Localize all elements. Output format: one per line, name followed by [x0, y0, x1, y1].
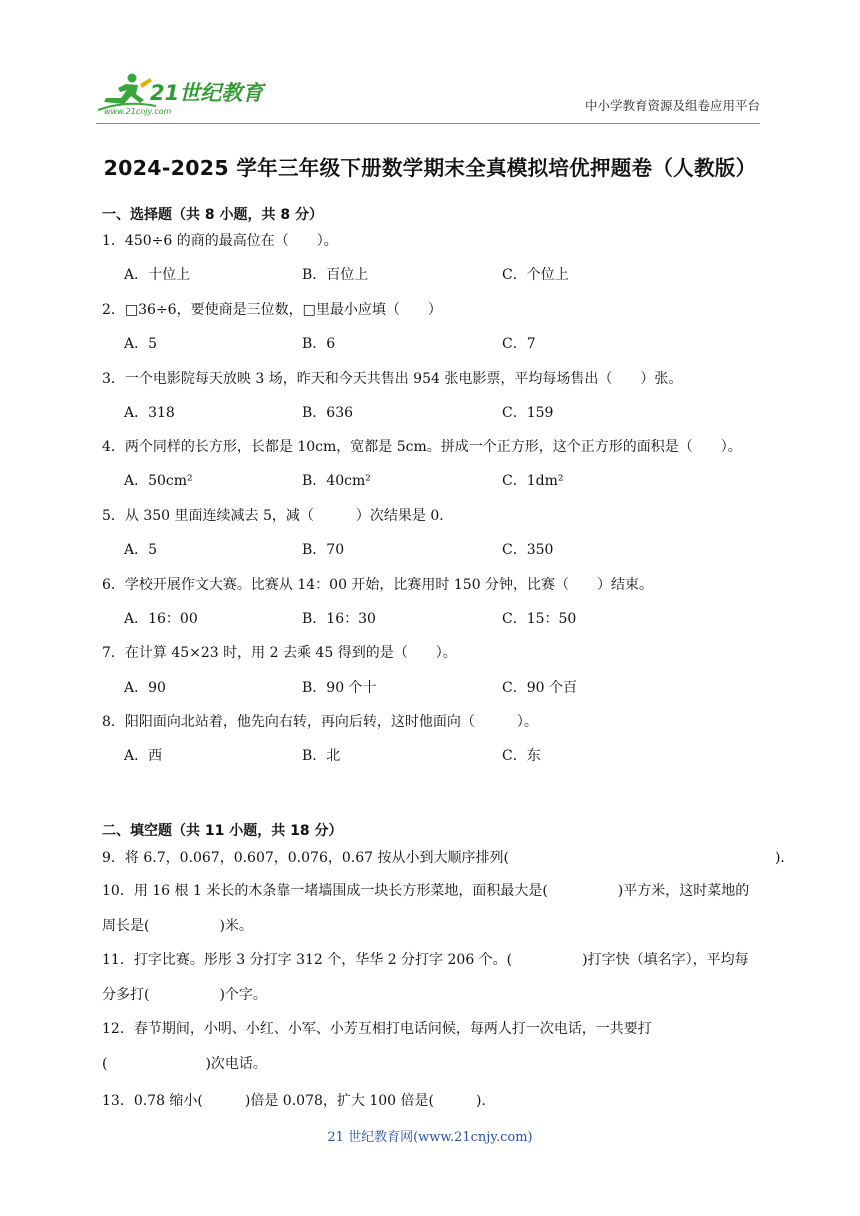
question-2: 2．□36÷6，要使商是三位数，□里最小应填（ ）: [102, 302, 442, 318]
q7-option-a: A．90: [124, 680, 166, 696]
q6-option-b: B．16：30: [302, 611, 376, 627]
question-4: 4．两个同样的长方形，长都是 10cm，宽都是 5cm。拼成一个正方形，这个正方形的面积是（ ）。: [102, 439, 742, 455]
header-divider: [96, 123, 760, 124]
q4-option-a: A．50cm²: [124, 473, 193, 489]
q2-option-a: A．5: [124, 336, 158, 352]
footer-site-link[interactable]: 21 世纪教育网(www.21cnjy.com): [327, 1130, 533, 1145]
q3-option-c: C．159: [502, 405, 554, 421]
question-1: 1．450÷6 的商的最高位在（ ）。: [102, 233, 338, 249]
q3-option-a: A．318: [124, 405, 175, 421]
q6-option-c: C．15：50: [502, 611, 577, 627]
q3-option-b: B．636: [302, 405, 354, 421]
q1-option-c: C．个位上: [502, 267, 569, 283]
q6-option-a: A．16：00: [124, 611, 198, 627]
section-heading-fill: 二、填空题（共 11 小题，共 18 分）: [102, 823, 343, 839]
question-3: 3．一个电影院每天放映 3 场，昨天和今天共售出 954 张电影票，平均每场售出（ ）张。: [102, 371, 683, 387]
q1-option-a: A．十位上: [124, 267, 191, 283]
q4-option-c: C．1dm²: [502, 473, 564, 489]
runner-icon: [98, 74, 156, 111]
question-12: 12．春节期间，小明、小红、小军、小芳互相打电话问候，每两人打一次电话，一共要打( )次电话。: [102, 1021, 652, 1072]
q2-option-c: C．7: [502, 336, 536, 352]
question-13: 13．0.78 缩小( )倍是 0.078，扩大 100 倍是( ).: [102, 1093, 486, 1109]
q1-option-b: B．百位上: [302, 267, 369, 283]
q5-option-b: B．70: [302, 542, 345, 558]
question-11: 11．打字比赛。彤彤 3 分打字 312 个，华华 2 分打字 206 个。( )打字快（填名字），平均每分多打( )个字。: [102, 952, 749, 1003]
q4-option-b: B．40cm²: [302, 473, 371, 489]
question-10: 10．用 16 根 1 米长的木条靠一堵墙围成一块长方形菜地，面积最大是( )平方米，这时菜地的周长是( )米。: [102, 883, 750, 934]
question-8: 8．阳阳面向北站着，他先向右转，再向后转，这时他面向（ ）。: [102, 714, 538, 730]
section-heading-choice: 一、选择题（共 8 小题，共 8 分）: [102, 207, 323, 223]
logo-main-text: 21世纪教育: [150, 81, 264, 105]
question-7: 7．在计算 45×23 时，用 2 去乘 45 得到的是（ ）。: [102, 645, 457, 661]
q2-option-b: B．6: [302, 336, 336, 352]
page-title: 2024-2025 学年三年级下册数学期末全真模拟培优押题卷（人教版）: [103, 156, 757, 180]
question-6: 6．学校开展作文大赛。比赛从 14：00 开始，比赛用时 150 分钟，比赛（ ）结束。: [102, 577, 654, 593]
q8-option-b: B．北: [302, 748, 341, 764]
question-5: 5．从 350 里面连续减去 5，减（ ）次结果是 0．: [102, 508, 454, 524]
q5-option-c: C．350: [502, 542, 554, 558]
q7-option-b: B．90 个十: [302, 680, 377, 696]
q5-option-a: A．5: [124, 542, 158, 558]
site-logo: [96, 70, 266, 118]
q8-option-c: C．东: [502, 748, 541, 764]
platform-label: 中小学教育资源及组卷应用平台: [584, 98, 760, 113]
q8-option-a: A．西: [124, 748, 163, 764]
q7-option-c: C．90 个百: [502, 680, 577, 696]
question-9: 9．将 6.7，0.067，0.607，0.076，0.67 按从小到大顺序排列( )．: [102, 850, 795, 866]
logo-url-text: www.21cnjy.com: [104, 107, 172, 116]
